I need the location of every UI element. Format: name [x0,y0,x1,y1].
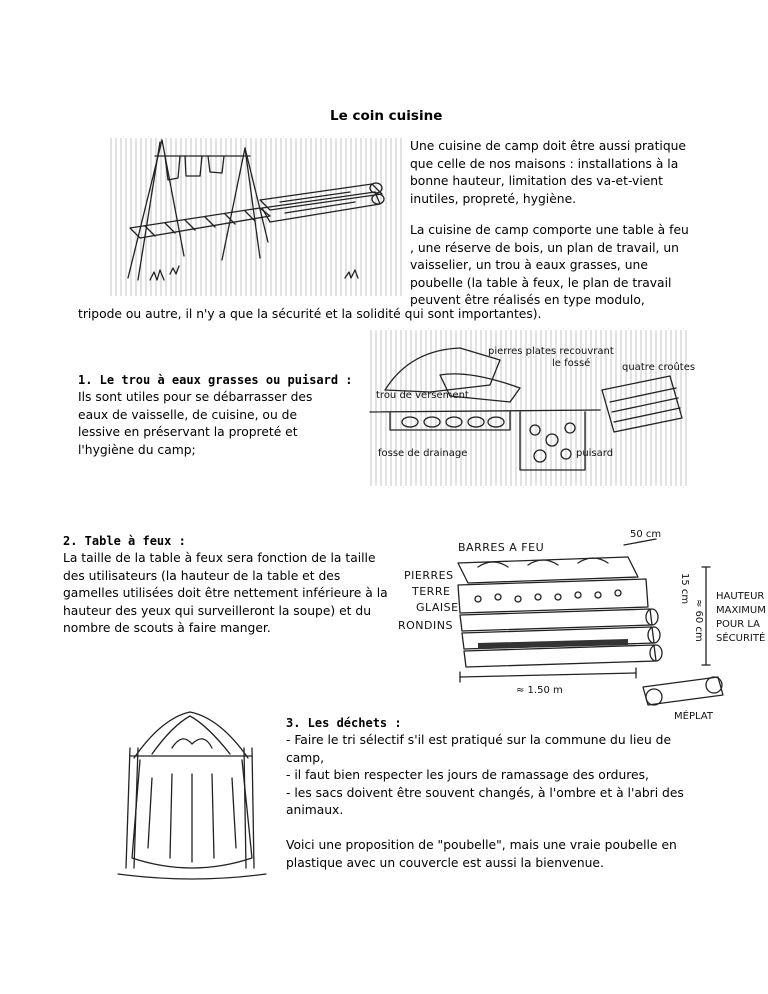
label-pierres: PIERRES [404,569,454,582]
label-width: ≈ 1.50 m [516,685,563,696]
intro-line: La cuisine de camp comporte une table à feu [410,223,689,237]
label-pierres: pierres plates recouvrant [488,346,614,357]
label-fosse: le fossé [552,358,591,369]
section-table-a-feux [63,533,393,638]
trash-bag-illustration [112,708,272,888]
section-dechets [286,715,696,872]
section-heading: 1. Le trou à eaux grasses ou puisard : [78,373,353,387]
section-puisard [78,372,368,459]
intro-line: poubelle (la table à feux, le plan de travail [410,275,672,290]
list-item: - Faire le tri sélectif s'il est pratiqué sur la commune du lieu de camp, [286,733,672,765]
page-title: Le coin cuisine [330,108,443,124]
section-note: Voici une proposition de "poubelle", mais une vraie poubelle en plastique avec un couvercle est aussi la bienvenue. [286,837,677,870]
label-glaise: GLAISE [416,601,459,614]
label-terre: TERRE [412,585,451,598]
intro-line: peuvent être réalisés en type modulo, [410,293,645,308]
label-hauteur-2: MAXIMUM [716,605,766,616]
label-meplat: MÉPLAT [674,711,713,722]
section-body: Ils sont utiles pour se débarrasser des eaux de vaisselle, de cuisine, ou de lessive en préservant la propreté et l'hygiène du camp; [78,390,313,457]
list-item: - les sacs doivent être souvent changés, à l'ombre et à l'abri des animaux. [286,785,684,818]
puisard-diagram [370,330,696,486]
label-rondins: RONDINS [398,619,453,632]
section-body: La taille de la table à feux sera fonction de la taille des utilisateurs (la hauteur de la table et des gamelles utilisées doit être nettement inférieure à la hauteur des yeux qui surveilleront la soupe) et du nombre de scouts à faire manger. [63,551,388,636]
section-heading: 3. Les déchets : [286,716,402,730]
intro-line: , une réserve de bois, un plan de travail, un [410,240,679,255]
label-60cm: ≈ 60 cm [693,599,704,642]
label-trou: trou de versement [376,390,469,401]
fire-table-diagram [398,527,766,722]
section-heading: 2. Table à feux : [63,534,186,548]
intro-paragraph-2 [410,222,700,310]
label-drainage: fosse de drainage [378,448,468,459]
label-hauteur-3: POUR LA [716,619,760,630]
intro-paragraph-2-tail: tripode ou autre, il n'y a que la sécurité et la solidité qui sont importantes). [78,307,542,321]
label-hauteur-4: SÉCURITÉ [716,633,766,644]
intro-paragraph-1: Une cuisine de camp doit être aussi pratique que celle de nos maisons : installations à la bonne hauteur, limitation des va-et-vient inutiles, propreté, hygiène. [410,139,686,206]
label-50cm: 50 cm [630,529,662,540]
label-barres: BARRES A FEU [458,541,545,554]
label-croutes: quatre croûtes [622,362,696,373]
list-item: - il faut bien respecter les jours de ramassage des ordures, [286,768,649,783]
label-puisard: puisard [576,448,614,459]
intro-line: vaisselier, un trou à eaux grasses, une [410,258,648,273]
kitchen-sketch-illustration [110,138,402,296]
label-hauteur-1: HAUTEUR [716,591,765,602]
label-15cm: 15 cm [679,573,690,605]
